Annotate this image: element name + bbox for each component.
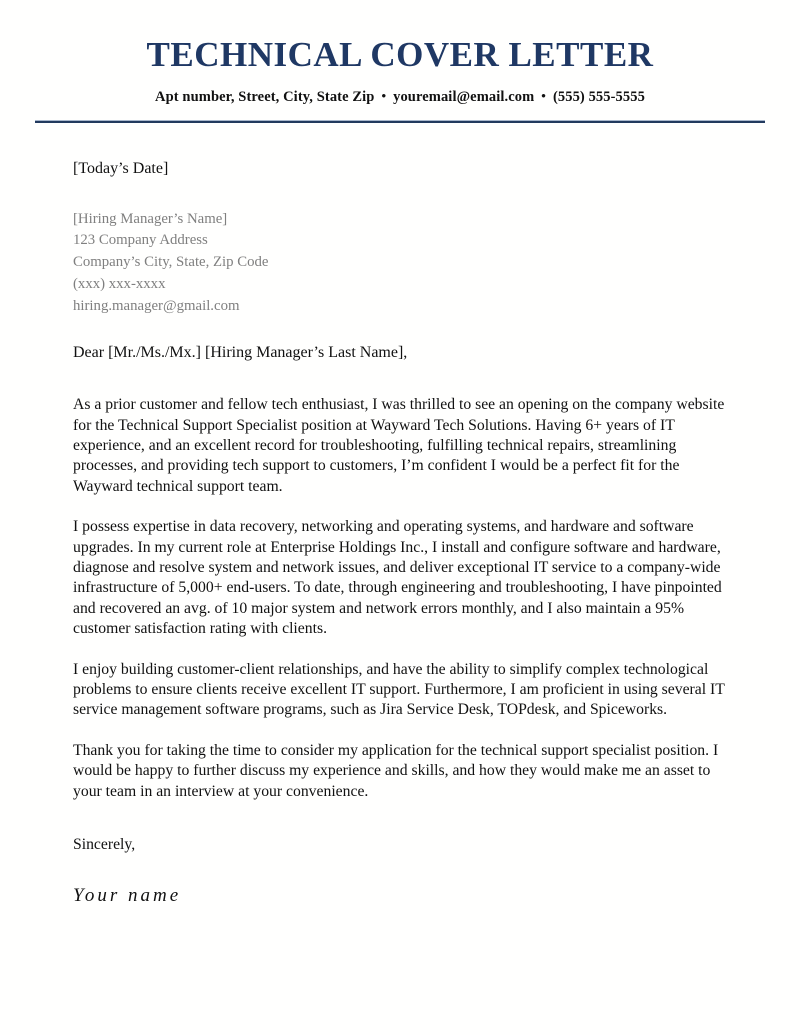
date-placeholder: [Today’s Date] (73, 159, 169, 177)
header-divider (35, 120, 765, 123)
letter-body (0, 160, 800, 908)
paragraph-thanks: Thank you for taking the time to consider my application for the technical support specialist position. I would be happy to further discuss my experience and skills, and how they would make me an asset to your team in an interview at your convenience. (73, 742, 719, 800)
recipient-city-state-zip: Company’s City, State, Zip Code (73, 254, 269, 271)
letter-paragraphs (73, 395, 727, 802)
signature: Your name (73, 885, 182, 907)
paragraph-skills: I enjoy building customer-client relationships, and have the ability to simplify complex technological problems to ensure clients receive excellent IT support. Furthermore, I am proficient in using several IT service management software programs, such as Jira Service Desk, TOPdesk, and Spiceworks. (73, 660, 725, 719)
recipient-block (73, 209, 727, 318)
contact-email: youremail@email.com (393, 88, 535, 105)
paragraph-intro: As a prior customer and fellow tech enthusiast, I was thrilled to see an opening on the company website for the Technical Support Specialist position at Wayward Tech Solutions. Having 6+ years of IT experience, and an excellent record for troubleshooting, fulfilling technical repairs, streamlining processes, and providing tech support to customers, I’m confident I would be a perfect fit for the Wayward technical support team. (73, 396, 725, 495)
letter-header (0, 0, 800, 123)
salutation: Dear [Mr./Ms./Mx.] [Hiring Manager’s Last Name], (73, 344, 408, 362)
recipient-phone: (xxx) xxx-xxxx (73, 275, 166, 292)
bullet-separator-icon: • (541, 87, 546, 103)
closing: Sincerely, (73, 836, 136, 854)
recipient-email: hiring.manager@gmail.com (73, 297, 240, 314)
recipient-address: 123 Company Address (73, 232, 208, 249)
recipient-name: [Hiring Manager’s Name] (73, 210, 228, 227)
paragraph-experience: I possess expertise in data recovery, networking and operating systems, and hardware and software upgrades. In my current role at Enterprise Holdings Inc., I install and configure software and hardware, diagnose and resolve system and network issues, and deliver exceptional IT service to a company-wide infrastructure of 5,000+ end-users. To date, through engineering and troubleshooting, I have pinpointed and recovered an avg. of 10 major system and network errors monthly, and I also maintain a 95% customer satisfaction rating with clients. (73, 518, 722, 637)
contact-line (0, 88, 800, 106)
contact-address: Apt number, Street, City, State Zip (155, 88, 375, 105)
page-title: TECHNICAL COVER LETTER (146, 35, 654, 74)
contact-phone: (555) 555-5555 (552, 88, 645, 105)
bullet-separator-icon: • (381, 87, 387, 103)
